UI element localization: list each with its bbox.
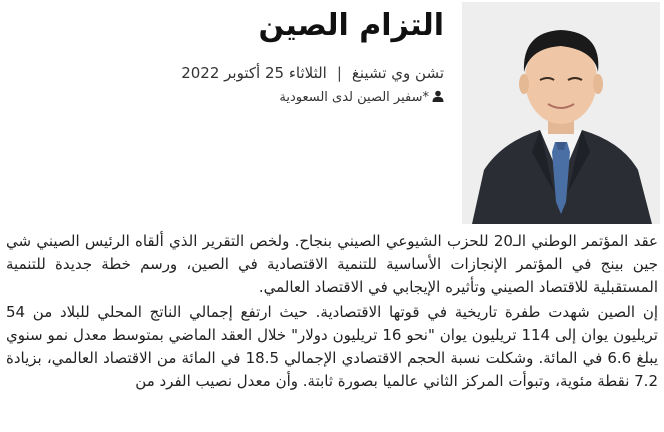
publish-date: الثلاثاء 25 أكتوبر 2022	[181, 64, 327, 82]
article-paragraph: إن الصين شهدت طفرة تاريخية في قوتها الاقتصادية. حيث ارتفع إجمالي الناتج المحلي للبلاد من 54 تريليون يوان إلى 114 تريليون يوان "نحو 16 تريليون دولار" خلال العقد الماضي بمتوسط معدل نمو سنوي يبلغ 6.6 في المائة. وشكلت نسبة الحجم الاقتصادي الإجمالي 18.5 في المائة من الاقتصاد العالمي، بزيادة 7.2 نقطة مئوية، وتبوأت المركز الثاني عالميا بصورة ثابتة. وأن معدل نصيب الفرد من	[6, 303, 658, 390]
author-name[interactable]: تشن وي تشينغ	[351, 64, 444, 82]
author-photo	[462, 2, 660, 224]
author-portrait-image	[462, 2, 660, 224]
byline	[24, 62, 444, 84]
article-title: التزام الصين	[258, 8, 444, 43]
author-role-line	[24, 88, 444, 108]
article-body	[6, 230, 658, 395]
article-paragraph: عقد المؤتمر الوطني الـ20 للحزب الشيوعي الصيني بنجاح. ولخص التقرير الذي ألقاه الرئيس الصيني شي جين بينج في المؤتمر الإنجازات الأساسية للتنمية الاقتصادية في الصين، ورسم خطة جديدة للتنمية المستقبلية للاقتصاد الصيني وتأثيره الإيجابي في الاقتصاد العالمي.	[6, 232, 658, 296]
byline-separator: |	[336, 64, 342, 82]
author-role: *سفير الصين لدى السعودية	[279, 90, 429, 105]
article-meta	[24, 4, 444, 108]
person-icon	[432, 90, 444, 102]
